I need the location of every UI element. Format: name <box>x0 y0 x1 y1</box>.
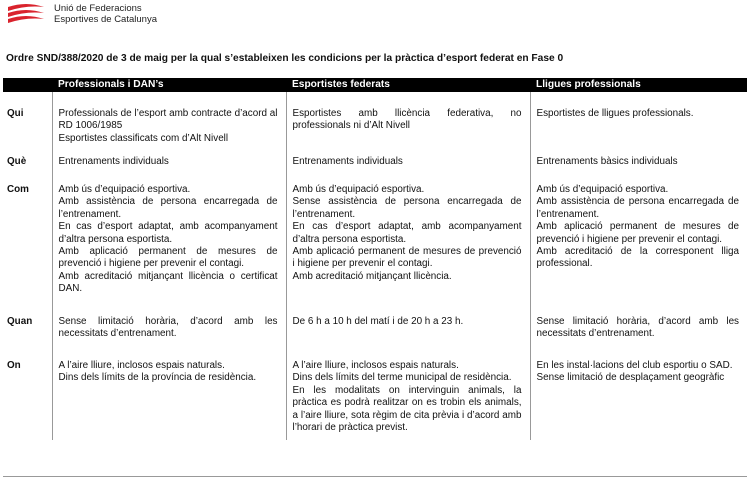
table-header-row <box>3 78 747 92</box>
cell-lligues <box>530 174 747 308</box>
row-label: Qui <box>3 92 52 146</box>
cell-federats <box>286 92 530 146</box>
org-name-line1: Unió de Federacions <box>54 3 142 14</box>
cell-line: Esportistes amb llicència federativa, no professionals ni d’Alt Nivell <box>292 108 522 132</box>
cell-line: Amb ús d’equipació esportiva. <box>58 184 191 195</box>
cell-federats <box>286 174 530 308</box>
cell-line: Dins dels límits de la província de residència. <box>58 372 257 384</box>
cell-line: A l’aire lliure, inclosos espais naturals. <box>58 360 225 371</box>
table-row <box>3 348 747 440</box>
cell-line: En cas d’esport adaptat, amb acompanyament d’altra persona esportista. <box>58 221 278 245</box>
cell-line: Dins dels límits del terme municipal de residència. <box>292 372 512 384</box>
cell-line: En cas d’esport adaptat, amb acompanyament d’altra persona esportista. <box>292 221 522 245</box>
table-row <box>3 92 747 146</box>
cell-line: Amb assistència de persona encarregada de l’entrenament. <box>536 196 739 220</box>
cell-line: Entrenaments individuals <box>292 156 403 167</box>
cell-line: Amb ús d’equipació esportiva. <box>292 184 425 195</box>
cell-line: Entrenaments bàsics individuals <box>536 156 678 167</box>
cell-federats <box>286 308 530 348</box>
row-label: Què <box>3 146 52 174</box>
cell-professionals <box>52 308 286 348</box>
cell-line: Amb aplicació permanent de mesures de prevenció i higiene per prevenir el contagi. <box>292 246 522 270</box>
cell-line: En les modalitats on intervinguin animals, la pràctica es podrà realitzar on es trobin els animals, a l’aire lliure, sota règim de cita prèvia i d’acord amb l’horari de pràctica previst. <box>292 384 522 434</box>
cell-lligues <box>530 308 747 348</box>
column-header-professionals: Professionals i DAN’s <box>52 78 286 92</box>
cell-professionals <box>52 92 286 146</box>
org-name-line2: Esportives de Catalunya <box>54 14 157 25</box>
column-header-federats: Esportistes federats <box>286 78 530 92</box>
cell-line: Amb ús d’equipació esportiva. <box>536 184 669 195</box>
cell-line: Sense assistència de persona encarregada de l’entrenament. <box>292 196 522 220</box>
cell-lligues <box>530 92 747 146</box>
cell-line: Sense limitació horària, d’acord amb les necessitats d’entrenament. <box>536 316 739 340</box>
table-bottom-border <box>3 476 747 477</box>
cell-professionals <box>52 146 286 174</box>
column-header-lligues: Lligues professionals <box>530 78 747 92</box>
cell-federats <box>286 348 530 440</box>
table-row <box>3 174 747 308</box>
row-label: Quan <box>3 308 52 348</box>
row-label: On <box>3 348 52 440</box>
cell-line: Amb aplicació permanent de mesures de prevenció i higiene per prevenir el contagi. <box>536 221 739 245</box>
cell-line: Sense limitació horària, d’acord amb les necessitats d’entrenament. <box>58 316 278 340</box>
cell-line: Amb acreditació de la corresponent lliga professional. <box>536 246 739 270</box>
cell-line: Amb aplicació permanent de mesures de prevenció i higiene per prevenir el contagi. <box>58 246 278 270</box>
cell-professionals <box>52 348 286 440</box>
cell-line: Esportistes classificats com d’Alt Nivell <box>58 132 229 144</box>
table-row <box>3 146 747 174</box>
cell-line: A l’aire lliure, inclosos espais naturals. <box>292 360 459 371</box>
org-logo <box>6 3 157 27</box>
ufec-logo-icon <box>6 3 46 27</box>
cell-line: Sense limitació de desplaçament geogràfic <box>536 372 725 384</box>
row-label: Com <box>3 174 52 308</box>
cell-federats <box>286 146 530 174</box>
cell-line: Entrenaments individuals <box>58 156 169 167</box>
table-row <box>3 308 747 348</box>
cell-lligues <box>530 146 747 174</box>
cell-line: En les instal·lacions del club esportiu o SAD. <box>536 360 733 371</box>
document-title: Ordre SND/388/2020 de 3 de maig per la qual s’estableixen les condicions per la pràctica d’esport federat en Fase 0 <box>6 53 564 64</box>
org-name <box>54 3 157 25</box>
column-header-blank <box>3 78 52 92</box>
cell-professionals <box>52 174 286 308</box>
conditions-table <box>3 78 747 440</box>
cell-line: Professionals de l’esport amb contracte d’acord al RD 1006/1985 <box>58 108 278 132</box>
cell-lligues <box>530 348 747 440</box>
cell-line: Amb assistència de persona encarregada de l’entrenament. <box>58 196 278 220</box>
cell-line: Amb acreditació mitjançant llicència. <box>292 270 452 282</box>
cell-line: Amb acreditació mitjançant llicència o certificat DAN. <box>58 270 278 295</box>
cell-line: De 6 h a 10 h del matí i de 20 h a 23 h. <box>292 316 464 327</box>
cell-line: Esportistes de lligues professionals. <box>536 108 694 119</box>
